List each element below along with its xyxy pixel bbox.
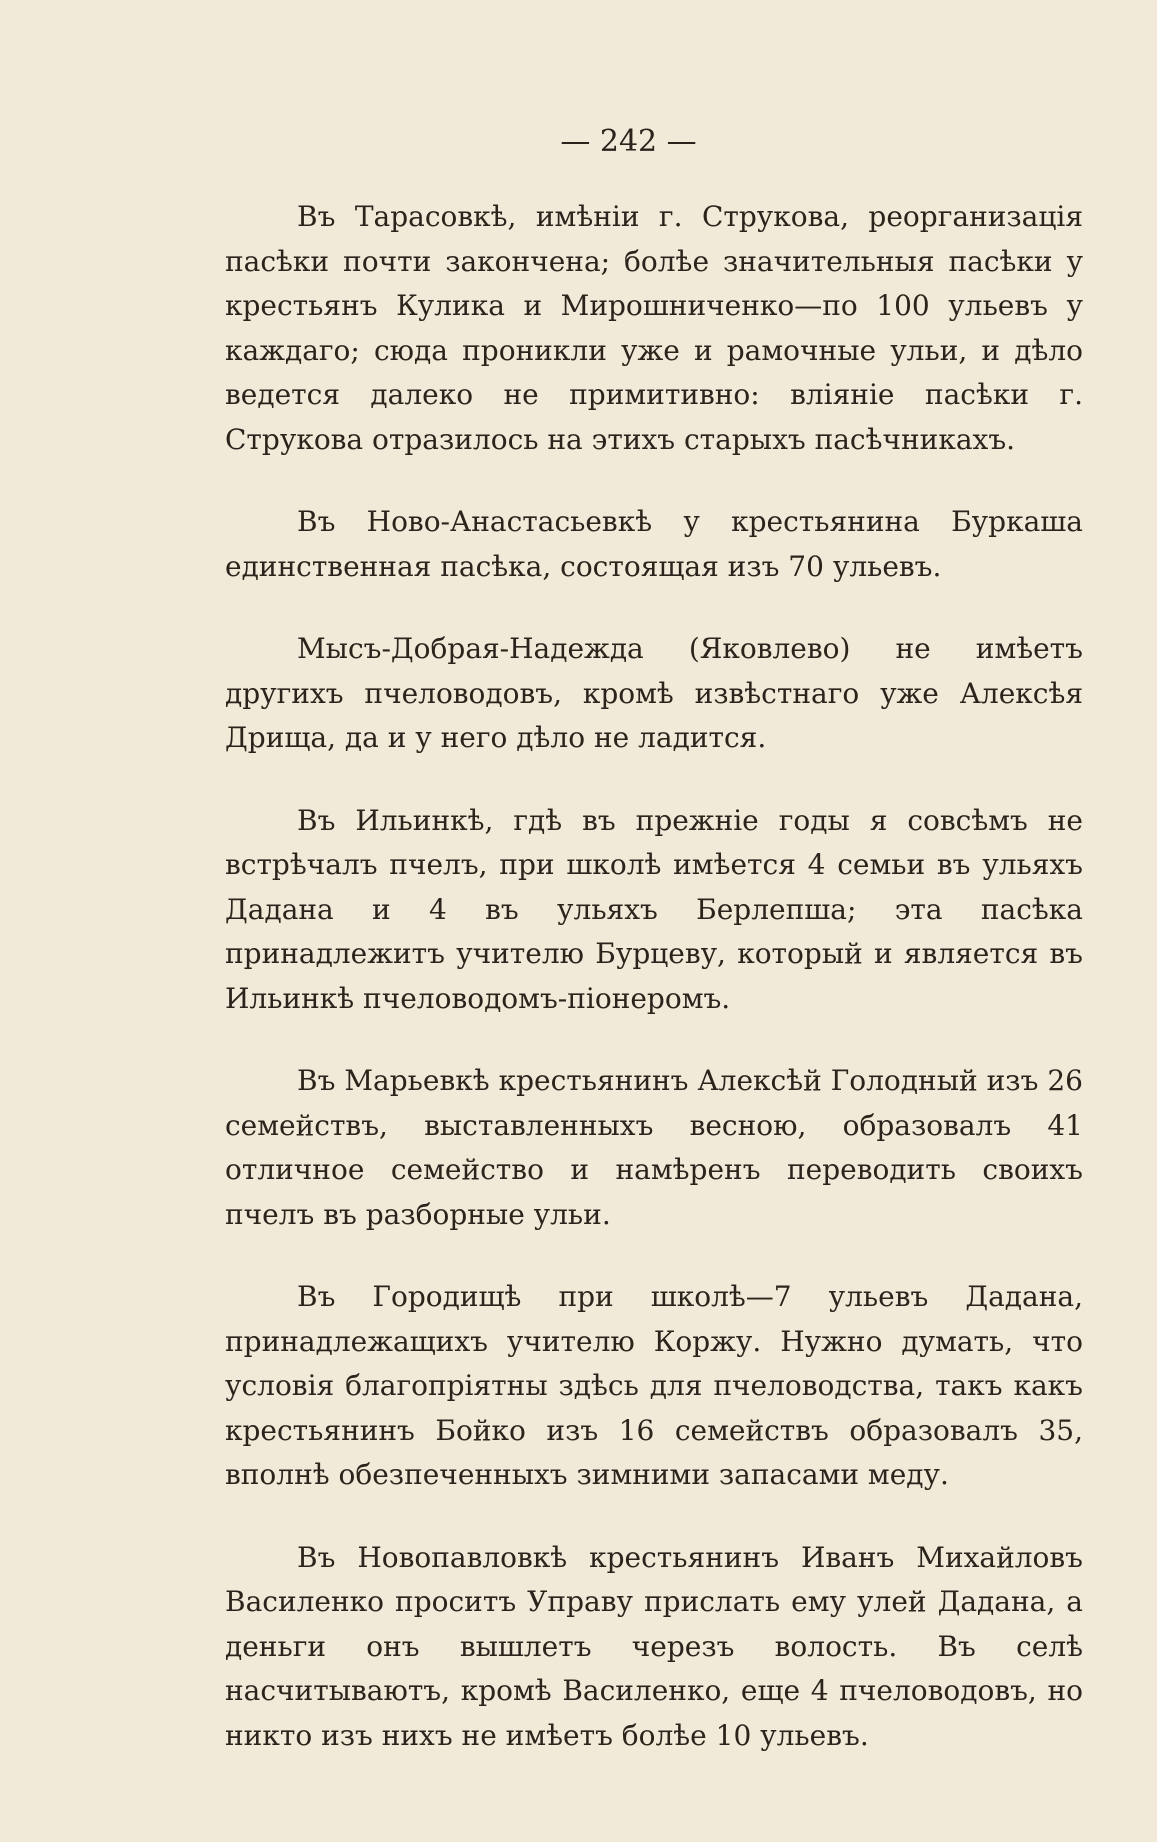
body-text [225,195,1083,1796]
paragraph-mys-dobraya-nadezhda: Мысъ-Добрая-Надежда (Яковлево) не имѣетъ другихъ пчеловодовъ, кромѣ извѣстнаго уже Алексѣя Дрища, да и у него дѣло не ладится. [225,632,1083,754]
paragraph-novopavlovka: Въ Новопавловкѣ крестьянинъ Иванъ Михайловъ Василенко проситъ Управу прислать ему улей Дадана, а деньги онъ вышлетъ черезъ волость. Въ селѣ насчитываютъ, кромѣ Василенко, еще 4 пчеловодовъ, но никто изъ нихъ не имѣетъ болѣе 10 ульевъ. [225,1540,1083,1752]
paragraph-gorodishche: Въ Городищѣ при школѣ—7 ульевъ Дадана, принадлежащихъ учителю Коржу. Нужно думать, что условія благопріятны здѣсь для пчеловодства, такъ какъ крестьянинъ Бойко изъ 16 семействъ образовалъ 35, вполнѣ обезпеченныхъ зимними запасами меду. [225,1280,1083,1491]
paragraph-maryevka: Въ Марьевкѣ крестьянинъ Алексѣй Голодный изъ 26 семействъ, выставленныхъ весною, образовалъ 41 отличное семейство и намѣренъ переводить своихъ пчелъ въ разборные ульи. [225,1064,1083,1231]
paragraph-tarasovka: Въ Тарасовкѣ, имѣніи г. Струкова, реорганизація пасѣки почти закончена; болѣе значительныя пасѣки у крестьянъ Кулика и Мирошниченко—по 100 ульевъ у каждаго; сюда проникли уже и рамочные ульи, и дѣло ведется далеко не примитивно: вліяніе пасѣки г. Струкова отразилось на этихъ старыхъ пасѣчникахъ. [225,200,1083,456]
page-number: — 242 — [560,124,697,159]
paragraph-ilyinka: Въ Ильинкѣ, гдѣ въ прежніе годы я совсѣмъ не встрѣчалъ пчелъ, при школѣ имѣется 4 семьи въ ульяхъ Дадана и 4 въ ульяхъ Берлепша; эта пасѣка принадлежитъ учителю Бурцеву, который и является въ Ильинкѣ пчеловодомъ-піонеромъ. [225,803,1083,1015]
paragraph-novo-anastasievka: Въ Ново-Анастасьевкѣ у крестьянина Буркаша единственная пасѣка, состоящая изъ 70 ульевъ. [225,505,1083,583]
